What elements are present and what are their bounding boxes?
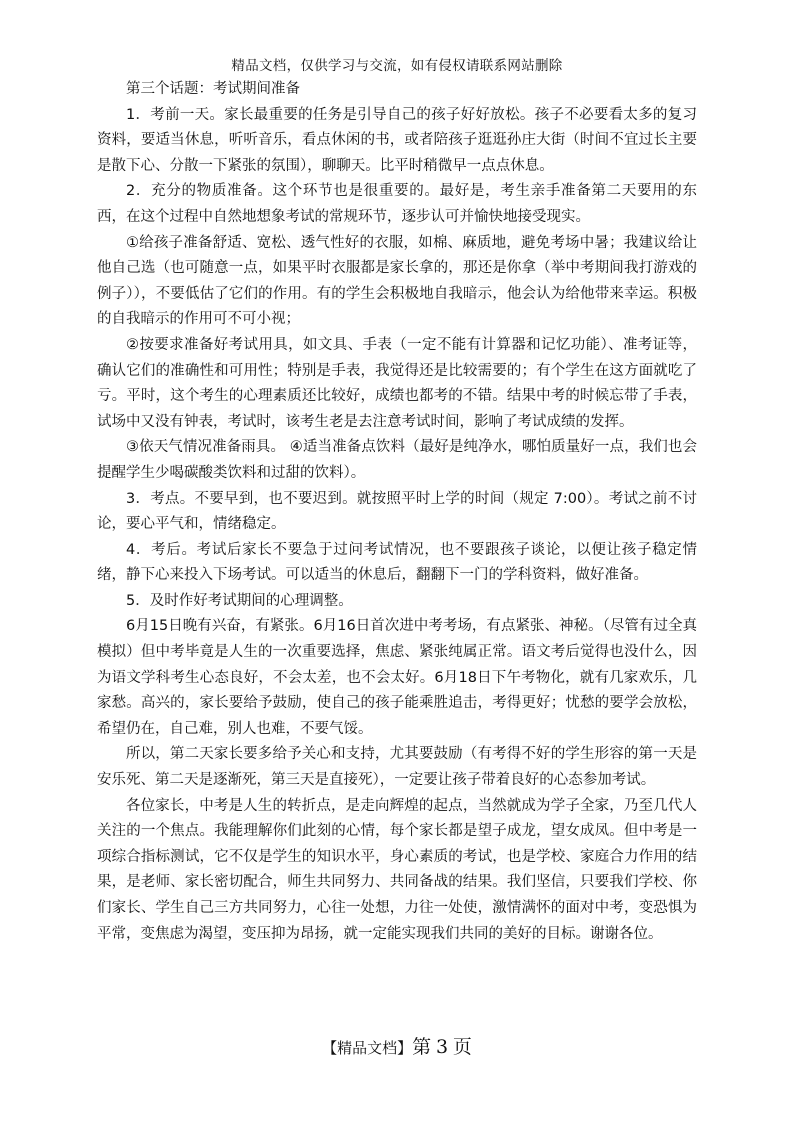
page-suffix: 页 xyxy=(452,1036,472,1058)
paragraph-2: 2．充分的物质准备。这个环节也是很重要的。最好是，考生亲手准备第二天要用的东西，在这个过程中自然地想象考试的常规环节，逐步认可并愉快地接受现实。 xyxy=(97,183,697,225)
paragraph-4: ②按要求准备好考试用具，如文具、手表（一定不能有计算器和记忆功能）、准考证等，确认它们的准确性和可用性；特别是手表，我觉得还是比较需要的；有个学生在这方面就吃了亏。平时，这个考生的心理素质还比较好，成绩也都考的不错。结果中考的时候忘带了手表，试场中又没有钟表，考试时，该考生老是去注意考试时间，影响了考试成绩的发挥。 xyxy=(97,336,697,430)
paragraph-6: 3．考点。不要早到，也不要迟到。就按照平时上学的时间（规定 7:00）。考试之前不讨论，要心平气和，情绪稳定。 xyxy=(97,490,697,533)
paragraph-8: 5．及时作好考试期间的心理调整。 xyxy=(126,592,353,609)
paragraph-5: ③依天气情况准备雨具。 ④适当准备点饮料（最好是纯净水，哪怕质量好一点，我们也会提醒学生少喝碳酸类饮料和过甜的饮料）。 xyxy=(97,439,697,481)
paragraph-7: 4．考后。考试后家长不要急于过问考试情况，也不要跟孩子谈论，以便让孩子稳定情绪，静下心来投入下场考试。可以适当的休息后，翻翻下一门的学科资料，做好准备。 xyxy=(97,541,697,584)
page-number: 3 xyxy=(435,1036,449,1058)
paragraph-10: 所以，第二天家长要多给予关心和支持，尤其要鼓励（有考得不好的学生形容的第一天是安乐死、第二天是逐渐死，第三天是直接死），一定要让孩子带着良好的心态参加考试。 xyxy=(97,746,697,789)
footer-label: 【精品文档】 xyxy=(322,1039,413,1057)
section-title: 第三个话题：考试期间准备 xyxy=(126,81,300,97)
page-prefix: 第 xyxy=(412,1036,432,1058)
paragraph-1: 1．考前一天。家长最重要的任务是引导自己的孩子好好放松。孩子不必要看太多的复习资料，要适当休息，听听音乐，看点休闲的书，或者陪孩子逛逛孙庄大街（时间不宜过长主要是散下心、分散一下紧张的氛围），聊聊天。比平时稍微早一点点休息。 xyxy=(97,106,697,174)
document-body xyxy=(97,77,697,947)
paragraph-9: 6月15日晚有兴奋，有紧张。6月16日首次进中考考场，有点紧张、神秘。（尽管有过全真模拟）但中考毕竟是人生的一次重要选择，焦虑、紧张纯属正常。语文考后觉得也没什么，因为语文学科考生心态良好，不会太差，也不会太好。6月18日下午考物化，就有几家欢乐，几家愁。高兴的，家长要给予鼓励，使自己的孩子能乘胜追击，考得更好；忧愁的要学会放松，希望仍在，自己难，别人也难，不要气馁。 xyxy=(97,618,697,737)
page-footer xyxy=(0,1032,794,1059)
page-header: 精品文档，仅供学习与交流，如有侵权请联系网站删除 xyxy=(231,58,563,74)
paragraph-3: ①给孩子准备舒适、宽松、透气性好的衣服，如棉、麻质地，避免考场中暑；我建议给让他自己选（也可随意一点，如果平时衣服都是家长拿的，那还是你拿（举中考期间我打游戏的例子）），不要低估了它们的作用。有的学生会积极地自我暗示，他会认为给他带来幸运。积极的自我暗示的作用可不可小视； xyxy=(97,234,697,328)
paragraph-11: 各位家长，中考是人生的转折点，是走向辉煌的起点，当然就成为学子全家，乃至几代人关注的一个焦点。我能理解你们此刻的心情，每个家长都是望子成龙，望女成凤。但中考是一项综合指标测试，它不仅是学生的知识水平，身心素质的考试，也是学校、家庭合力作用的结果，是老师、家长密切配合，师生共同努力、共同备战的结果。我们坚信，只要我们学校、你们家长、学生自己三方共同努力，心往一处想，力往一处使，激情满怀的面对中考，变恐惧为平常，变焦虑为渴望，变压抑为昂扬，就一定能实现我们共同的美好的目标。谢谢各位。 xyxy=(97,797,697,942)
